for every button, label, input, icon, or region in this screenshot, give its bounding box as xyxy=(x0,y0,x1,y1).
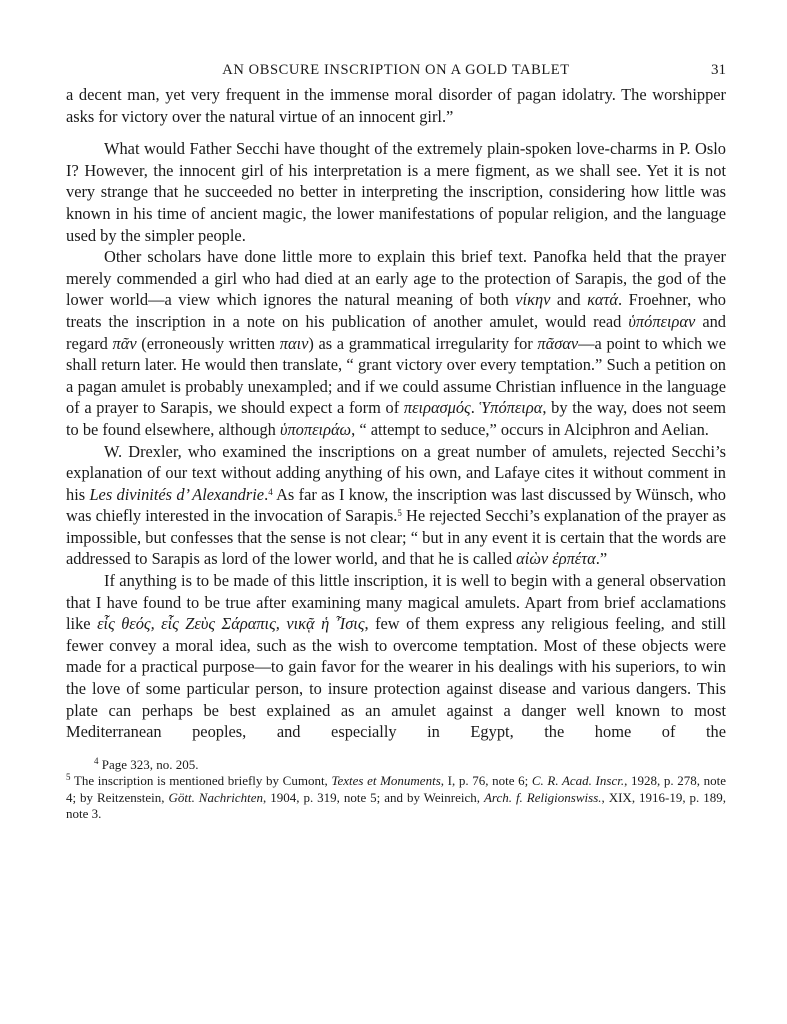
text-run: . xyxy=(470,398,480,418)
paragraph xyxy=(66,138,726,246)
text-run: (erroneously written xyxy=(136,333,280,353)
text-run: The inscription is mentioned briefly by Cumont, xyxy=(70,773,332,789)
italic-text: πᾶν xyxy=(112,333,137,353)
text-run: —a point to which we shall return later. He would then translate, “ grant victory over every temptation.” Such a petition on a pagan amulet is probably unexampled; and if we could assume Christian influence in the language of a prayer to Sarapis, we should expect a form of xyxy=(66,333,726,418)
text-run: and xyxy=(550,290,588,310)
text-run: ) as a grammatical irregularity for xyxy=(308,333,538,353)
text-run: W. Drexler, who examined the inscriptions on a great number of amulets, rejected Secchi’s explanation of our text without adding anything of his own, and Lafaye cites it without comment in his xyxy=(66,441,726,504)
running-header xyxy=(66,58,726,84)
italic-text: Ὑπόπειρα xyxy=(479,398,543,418)
running-title: AN OBSCURE INSCRIPTION ON A GOLD TABLET xyxy=(222,62,570,78)
text-run: , “ attempt to seduce,” occurs in Alciphron and Aelian. xyxy=(351,419,709,439)
paragraph xyxy=(66,246,726,440)
text-run: As far as I know, the inscription was last discussed by Wünsch, who was chiefly interested in the invocation of Sarapis. xyxy=(66,484,726,526)
italic-text: πειρασμός xyxy=(403,398,471,418)
text-run: .” xyxy=(595,549,608,569)
text-run: and regard xyxy=(66,311,727,353)
italic-text: ὑποπειράω xyxy=(279,419,352,439)
text-run: a decent man, yet very frequent in the immense moral disorder of pagan idolatry. The worshipper asks for victory over the natural virtue of an innocent girl.” xyxy=(66,85,726,126)
text-run: Other scholars have done little more to explain this brief text. Panofka held that the prayer merely commended a girl who had died at an early age to the protection of Sarapis, the god of the lower world—a view which ignores the natural meaning of both xyxy=(66,247,726,310)
footnote-mark: 5 xyxy=(66,772,71,783)
italic-text: Arch. f. Religionswiss. xyxy=(483,789,602,805)
italic-text: κατά xyxy=(587,290,619,310)
text-run: , I, p. 76, note 6; xyxy=(440,773,532,789)
page xyxy=(66,58,726,823)
italic-text: αἰὼν ἐρπέτα xyxy=(516,549,596,569)
text-run: Page 323, no. 205. xyxy=(98,756,199,772)
text-run: If anything is to be made of this little inscription, it is well to begin with a general observation that I have found to be true after examining many magical amulets. Apart from brief acclamations like xyxy=(66,571,726,634)
text-run: . xyxy=(264,484,269,504)
italic-text: πᾶσαν xyxy=(537,333,579,353)
footnote-reference: 5 xyxy=(397,508,402,519)
text-run: . Froehner, who treats the inscription in a note on his publication of another amulet, would read xyxy=(66,290,726,331)
text-run: , few of them express any religious feeling, and still fewer convey a moral idea, such as the wish to overcome temptation. Most of these objects were made for a practical purpose—to gain favor for the wearer in his dealings with his superiors, to win the love of some particular person, to insure protection against disease and various dangers. This plate can perhaps be best explained as an amulet against a danger well known to most Mediterranean peoples, and especially in Egypt, the home of the xyxy=(66,614,726,742)
italic-text: νίκην xyxy=(515,290,551,310)
text-run: , 1928, p. 278, note 4; by Reitzenstein, xyxy=(66,773,726,805)
text-run: What would Father Secchi have thought of the extremely plain-spoken love-charms in P. Oslo I? However, the innocent girl of his interpretation is a mere figment, as we shall see. Yet it is not very strange that he succeeded no better in interpreting the inscription, considering how little was known in his time of ancient magic, the lower manifestations of popular religion, and the language used by the simpler people. xyxy=(66,139,726,245)
page-number: 31 xyxy=(711,62,726,78)
italic-text: Textes et Monuments xyxy=(331,773,441,789)
italic-text: C. R. Acad. Inscr. xyxy=(531,773,625,789)
italic-text: ὑπόπειραν xyxy=(628,311,696,331)
footnote-mark: 4 xyxy=(94,755,99,766)
text-run: , by the way, does not seem to be found elsewhere, although xyxy=(66,398,727,439)
text-run: , 1904, p. 319, note 5; and by Weinreich, xyxy=(263,789,484,805)
text-run: , XIX, 1916-19, p. 189, note 3. xyxy=(66,789,726,822)
footnotes xyxy=(66,757,726,823)
footnote-reference: 4 xyxy=(268,486,273,497)
text-run: He rejected Secchi’s explanation of the prayer as impossible, but confesses that the sense is not clear; “ but in any event it is certain that the words are addressed to Sarapis as lord of the lower world, and that he is called xyxy=(66,506,727,569)
body-text xyxy=(66,84,726,743)
italic-text: εἷς θεός, εἷς Ζεὺς Σάραπις, νικᾷ ἡ Ἶσις xyxy=(97,614,365,634)
italic-text: Les divinités d’ Alexandrie xyxy=(89,484,265,504)
paragraph xyxy=(66,441,726,571)
footnote xyxy=(66,773,726,823)
italic-text: Gött. Nachrichten xyxy=(168,789,264,805)
paragraph xyxy=(66,570,726,743)
paragraph xyxy=(66,84,726,127)
italic-text: παιν xyxy=(279,333,309,353)
footnote xyxy=(66,757,726,774)
